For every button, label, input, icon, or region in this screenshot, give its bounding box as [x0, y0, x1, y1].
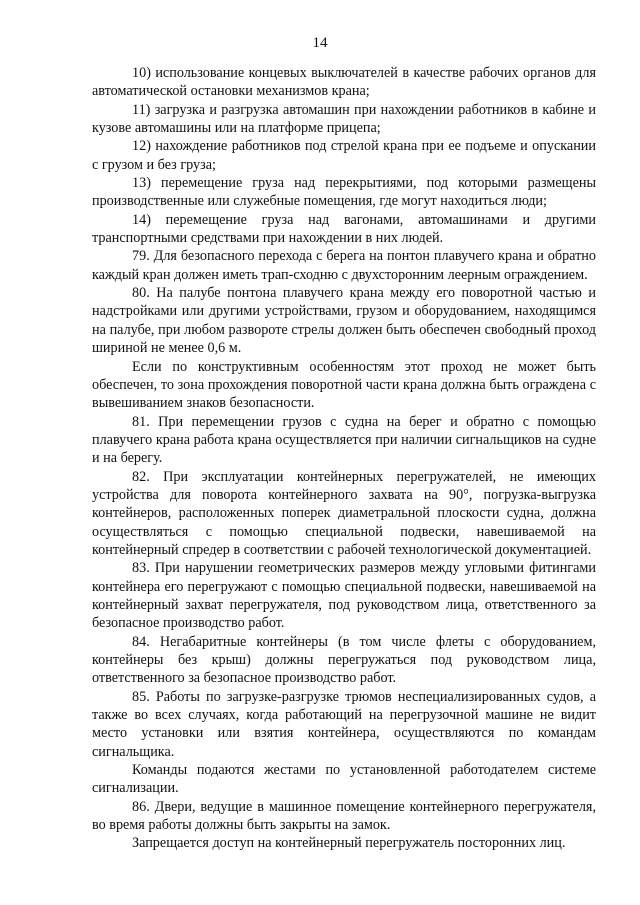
paragraph-clause-83: 83. При нарушении геометрических размеров между угловыми фитингами контейнера его перегружают с помощью специальной подвески, навешиваемой на контейнерный захват перегружателя, под руководством лица, ответственного за безопасное производство работ. [92, 560, 596, 632]
paragraph-clause-85-continued: Команды подаются жестами по установленной работодателем системе сигнализации. [92, 762, 596, 797]
paragraph-clause-86: 86. Двери, ведущие в машинное помещение контейнерного перегружателя, во время работы должны быть закрыты на замок. [92, 798, 596, 834]
paragraph-clause-81: 81. При перемещении грузов с судна на берег и обратно с помощью плавучего крана работа крана осуществляется при наличии сигнальщиков на судне и на берегу. [92, 413, 596, 467]
paragraph-clause-80: 80. На палубе понтона плавучего крана между его поворотной частью и надстройками или другими устройствами, грузом и оборудованием, находящимся на палубе, при любом развороте стрелы должен быть обеспечен свободный проход шириной не менее 0,6 м. [92, 285, 596, 357]
paragraph-item-10: 10) использование концевых выключателей в качестве рабочих органов для автоматической остановки механизмов крана; [92, 65, 596, 100]
paragraph-item-14: 14) перемещение груза над вагонами, автомашинами и другими транспортными средствами при нахождении в них людей. [92, 211, 596, 247]
paragraph-clause-80-continued: Если по конструктивным особенностям этот проход не может быть обеспечен, то зона прохождения поворотной части крана должна быть ограждена с вывешиванием знаков безопасности. [92, 358, 596, 412]
paragraph-clause-84: 84. Негабаритные контейнеры (в том числе флеты с оборудованием, контейнеры без крыш) должны перегружаться под руководством лица, ответственного за безопасное производство работ. [92, 633, 596, 687]
paragraph-clause-85: 85. Работы по загрузке-разгрузке трюмов неспециализированных судов, а также во всех случаях, когда работающий на перегрузочной машине не видит место установки или взятия контейнера, осуществляются по командам сигнальщика. [92, 688, 596, 760]
paragraph-item-11: 11) загрузка и разгрузка автомашин при нахождении работников в кабине и кузове автомашины или на платформе прицепа; [92, 101, 596, 137]
paragraph-item-13: 13) перемещение груза над перекрытиями, под которыми размещены производственные или служебные помещения, где могут находиться люди; [92, 175, 596, 210]
paragraph-clause-82: 82. При эксплуатации контейнерных перегружателей, не имеющих устройства для поворота контейнерного захвата на 90°, погрузка-выгрузка контейнеров, расположенных поперек диаметральной плоскости судна, должна осуществляться с помощью специальной подвески, навешиваемой на контейнерный спредер в соответствии с рабочей технологической документацией. [92, 468, 596, 558]
page-number: 14 [312, 35, 328, 51]
paragraph-item-12: 12) нахождение работников под стрелой крана при ее подъеме и опускании с грузом и без груза; [92, 138, 596, 173]
paragraph-clause-79: 79. Для безопасного перехода с берега на понтон плавучего крана и обратно каждый кран должен иметь трап-сходню с двухсторонним леерным ограждением. [92, 248, 596, 283]
paragraph-clause-86-continued: Запрещается доступ на контейнерный перегружатель посторонних лиц. [132, 835, 566, 852]
document-body [92, 64, 596, 853]
